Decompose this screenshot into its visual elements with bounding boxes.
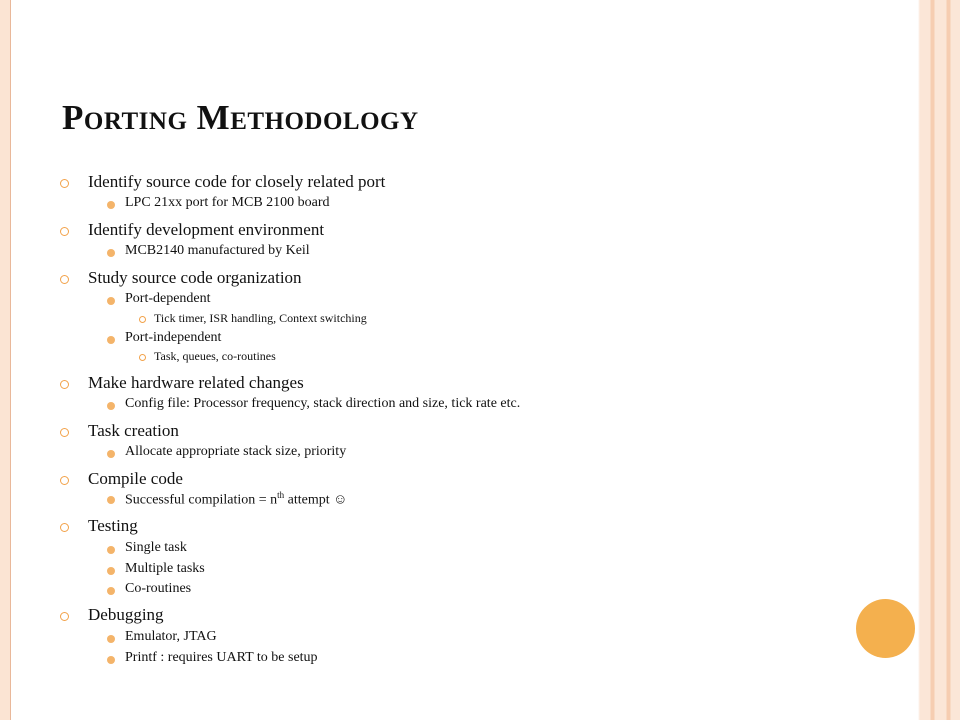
bullet-dot-icon — [107, 249, 115, 257]
bullet-item-level2 — [125, 581, 191, 597]
bullet-item-level2 — [125, 444, 346, 460]
bullet-item-level3 — [154, 311, 367, 326]
bullet-text-suffix: attempt ☺ — [284, 492, 348, 508]
bullet-dot-icon — [107, 402, 115, 410]
bullet-item-level2 — [125, 330, 221, 346]
bullet-item-level2 — [125, 629, 217, 645]
bullet-ring-icon — [60, 380, 69, 389]
bullet-text: Allocate appropriate stack size, priority — [125, 444, 347, 459]
bullet-dot-icon — [107, 567, 115, 575]
bullet-dot-icon — [107, 450, 115, 458]
bullet-text: Testing — [88, 516, 138, 535]
bullet-item-level1 — [88, 421, 179, 441]
bullet-text: Debugging — [88, 605, 164, 624]
bullet-item-level1 — [88, 516, 138, 536]
bullet-ring-icon — [60, 275, 69, 284]
bullet-item-level2 — [125, 291, 211, 307]
bullet-item-level2 — [125, 195, 330, 211]
bullet-ring-icon — [60, 179, 69, 188]
bullet-item-level1 — [88, 605, 164, 625]
bullet-item-level2 — [125, 540, 187, 556]
bullet-ring-icon — [60, 476, 69, 485]
bullet-dot-icon — [107, 496, 115, 504]
bullet-text: Co-routines — [125, 581, 192, 596]
bullet-text: Port-independent — [125, 330, 222, 345]
bullet-small-ring-icon — [139, 316, 146, 323]
bullet-item-level2 — [125, 561, 205, 577]
bullet-text: Study source code organization — [88, 268, 302, 287]
right-frame-stripes — [918, 0, 960, 720]
decorative-circle — [856, 599, 915, 658]
bullet-dot-icon — [107, 297, 115, 305]
bullet-dot-icon — [107, 336, 115, 344]
bullet-item-level2 — [125, 650, 318, 666]
bullet-superscript: th — [277, 490, 285, 500]
bullet-text: LPC 21xx port for MCB 2100 board — [125, 195, 330, 210]
bullet-text: Task creation — [88, 421, 179, 440]
bullet-text: Compile code — [88, 469, 183, 488]
slide-title: Porting Methodology — [62, 98, 419, 137]
bullet-ring-icon — [60, 523, 69, 532]
bullet-item-level3 — [154, 349, 276, 364]
bullet-text: Port-dependent — [125, 291, 211, 306]
bullet-text: Task, queues, co-routines — [154, 349, 276, 363]
bullet-text: Multiple tasks — [125, 561, 205, 576]
bullet-text: Emulator, JTAG — [125, 629, 217, 644]
bullet-dot-icon — [107, 587, 115, 595]
bullet-text: Successful compilation = n — [125, 492, 278, 508]
bullet-text: Identify source code for closely related port — [88, 172, 386, 191]
bullet-dot-icon — [107, 546, 115, 554]
bullet-item-level1 — [88, 220, 324, 240]
bullet-ring-icon — [60, 428, 69, 437]
bullet-item-level2 — [125, 396, 520, 412]
bullet-item-level1 — [88, 469, 183, 489]
bullet-text: Tick timer, ISR handling, Context switching — [154, 311, 367, 325]
bullet-item-level2 — [125, 243, 310, 259]
bullet-dot-icon — [107, 635, 115, 643]
bullet-dot-icon — [107, 201, 115, 209]
bullet-text: MCB2140 manufactured by Keil — [125, 243, 310, 258]
bullet-item-level1 — [88, 373, 304, 393]
bullet-item-level1 — [88, 172, 385, 192]
bullet-ring-icon — [60, 227, 69, 236]
bullet-dot-icon — [107, 656, 115, 664]
bullet-small-ring-icon — [139, 354, 146, 361]
bullet-text: Make hardware related changes — [88, 373, 304, 392]
bullet-ring-icon — [60, 612, 69, 621]
bullet-text: Single task — [125, 540, 187, 555]
bullet-item-level1 — [88, 268, 302, 288]
bullet-text: Printf : requires UART to be setup — [125, 650, 318, 665]
bullet-item-level2 — [125, 490, 347, 509]
bullet-text: Identify development environment — [88, 220, 325, 239]
bullet-text: Config file: Processor frequency, stack direction and size, tick rate etc. — [125, 396, 521, 411]
